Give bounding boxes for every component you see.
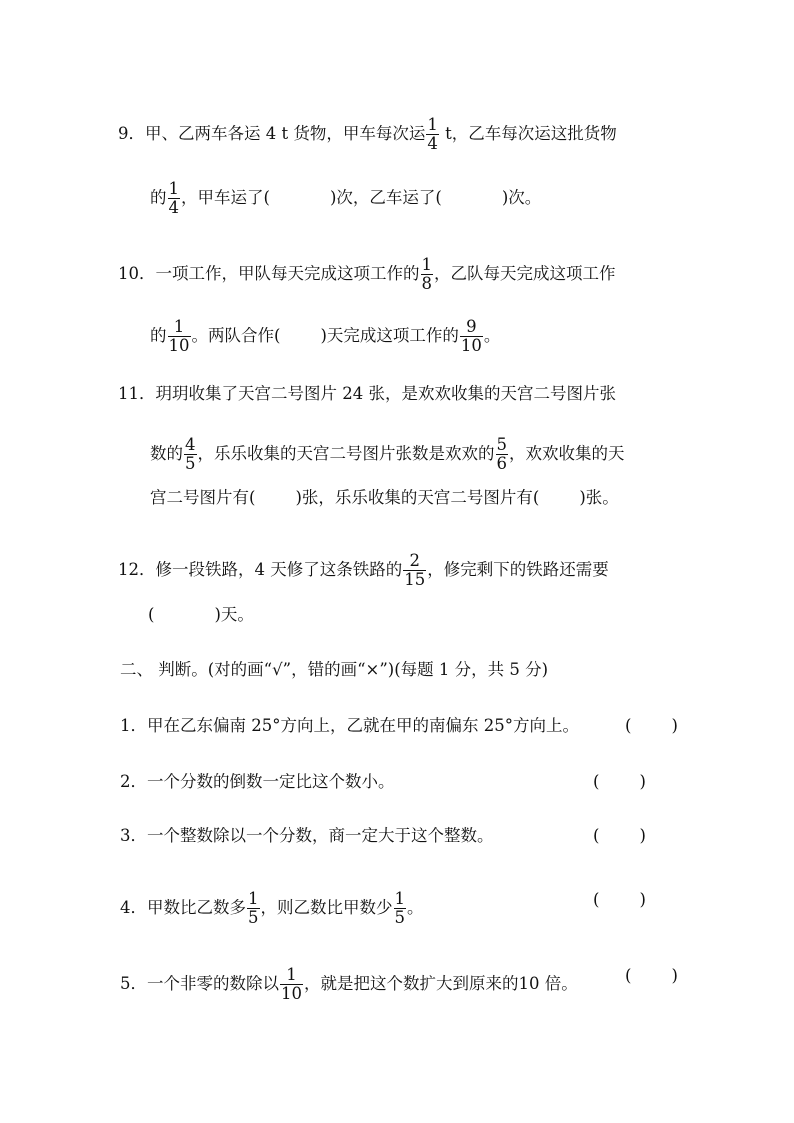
paren-open: ( (593, 890, 600, 909)
fraction-numerator: 1 (173, 317, 185, 336)
paren-open: ( (625, 716, 632, 735)
q9-fraction-2 (168, 180, 181, 217)
judge-5-answer-paren[interactable] (625, 966, 678, 986)
q12-line1 (118, 552, 609, 589)
q11-text-f: )张，乐乐收集的天宫二号图片有( (295, 488, 540, 507)
q11-fraction-2 (496, 436, 509, 473)
q11-number: 11． (118, 384, 156, 403)
q9-text-a: 甲、乙两车各运 4 t 货物，甲车每次运 (145, 124, 426, 143)
fraction-denominator: 5 (185, 454, 196, 473)
paren-open: ( (625, 966, 632, 985)
fraction-numerator: 4 (185, 435, 196, 454)
fraction-numerator: 5 (496, 435, 507, 454)
q10-fraction-2 (168, 318, 191, 355)
judge-5-fraction-1 (280, 966, 303, 1003)
fraction-numerator: 1 (394, 889, 405, 908)
fraction-numerator: 1 (248, 889, 259, 908)
q10-fraction-1 (421, 256, 434, 293)
fraction-denominator: 10 (460, 336, 482, 355)
paren-open: ( (593, 826, 600, 845)
fraction-denominator: 4 (427, 134, 438, 153)
fraction-denominator: 5 (248, 908, 259, 927)
judge-4-text-a: 4．甲数比乙数多 (120, 898, 246, 917)
judge-1-answer-paren[interactable] (625, 716, 678, 736)
fraction-numerator: 9 (466, 317, 477, 336)
q9-text-b: t，乙车每次运这批货物 (439, 124, 617, 143)
judge-4-fraction-1 (247, 890, 260, 927)
q9-text-e: )次，乙车运了( (329, 188, 442, 207)
q10-text-d: 。两队合作( (191, 326, 281, 345)
q9-text-d: ，甲车运了( (181, 188, 270, 207)
fraction-denominator: 5 (394, 908, 405, 927)
q9-text-c: 的 (150, 188, 167, 207)
judge-2-text: 2．一个分数的倒数一定比这个数小。 (120, 772, 395, 791)
q11-text-c: ，乐乐收集的天宫二号图片张数是欢欢的 (197, 444, 495, 463)
judge-item-1 (120, 716, 680, 736)
q9-fraction-1 (426, 116, 439, 153)
q9-number: 9． (118, 124, 145, 143)
q10-text-e: )天完成这项工作的 (320, 326, 459, 345)
q11-text-b: 数的 (150, 444, 183, 463)
q9-text-f: )次。 (501, 188, 542, 207)
fraction-denominator: 10 (281, 984, 302, 1003)
q11-text-e: 宫二号图片有( (150, 488, 256, 507)
judge-3-text: 3．一个整数除以一个分数，商一定大于这个整数。 (120, 826, 494, 845)
paren-close: ) (639, 890, 646, 909)
q10-text-c: 的 (150, 326, 167, 345)
q10-text-a: 一项工作，甲队每天完成这项工作的 (155, 264, 420, 283)
paren-close: ) (671, 716, 678, 735)
q11-line1 (118, 384, 616, 404)
paren-close: ) (671, 966, 678, 985)
q11-fraction-1 (184, 436, 197, 473)
q10-text-b: ，乙队每天完成这项工作 (434, 264, 616, 283)
q10-text-f: 。 (483, 326, 501, 345)
judge-item-3 (120, 826, 680, 846)
q9-line1 (118, 116, 617, 153)
judge-5-text-b: ，就是把这个数扩大到原来的10 倍。 (304, 974, 578, 993)
judge-item-4 (120, 890, 680, 927)
fraction-denominator: 15 (404, 570, 426, 589)
judge-1-text: 1．甲在乙东偏南 25°方向上，乙就在甲的南偏东 25°方向上。 (120, 716, 579, 735)
q12-text-a: 修一段铁路，4 天修了这条铁路的 (155, 560, 403, 579)
q12-text-c: ( (148, 605, 155, 624)
judge-item-2 (120, 772, 680, 792)
q10-fraction-3 (460, 318, 483, 355)
q12-fraction-1 (403, 552, 426, 589)
paren-open: ( (593, 772, 600, 791)
judge-2-answer-paren[interactable] (593, 772, 646, 792)
section-2-heading: 二、 判断。(对的画“√”，错的画“×”)(每题 1 分，共 5 分) (120, 660, 549, 679)
judge-4-text-b: ，则乙数比甲数少 (260, 898, 393, 917)
paren-close: ) (639, 772, 646, 791)
fraction-numerator: 1 (421, 255, 432, 274)
fraction-denominator: 4 (168, 198, 179, 217)
judge-3-answer-paren[interactable] (593, 826, 646, 846)
judge-4-text-c: 。 (407, 898, 424, 917)
q11-text-a: 玥玥收集了天宫二号图片 24 张，是欢欢收集的天宫二号图片张 (155, 384, 616, 403)
judge-item-5 (120, 966, 680, 1003)
q12-text-b: ，修完剩下的铁路还需要 (427, 560, 609, 579)
fraction-denominator: 10 (168, 336, 190, 355)
fraction-denominator: 6 (496, 454, 507, 473)
q12-line2 (148, 605, 254, 625)
q11-text-d: ，欢欢收集的天 (509, 444, 625, 463)
judge-5-text-a: 5．一个非零的数除以 (120, 974, 279, 993)
q12-text-d: )天。 (214, 605, 254, 624)
paren-close: ) (639, 826, 646, 845)
fraction-numerator: 1 (286, 965, 297, 984)
judge-4-fraction-2 (394, 890, 407, 927)
q10-number: 10． (118, 264, 156, 283)
q12-number: 12． (118, 560, 156, 579)
q9-line2 (150, 180, 541, 217)
judge-4-answer-paren[interactable] (593, 890, 646, 910)
fraction-denominator: 8 (421, 274, 432, 293)
q11-text-g: )张。 (579, 488, 619, 507)
q10-line1 (118, 256, 616, 293)
fraction-numerator: 1 (168, 179, 179, 198)
q11-line2 (150, 436, 625, 473)
fraction-numerator: 2 (409, 551, 420, 570)
q10-line2 (150, 318, 500, 355)
fraction-numerator: 1 (427, 115, 438, 134)
q11-line3 (150, 488, 619, 508)
